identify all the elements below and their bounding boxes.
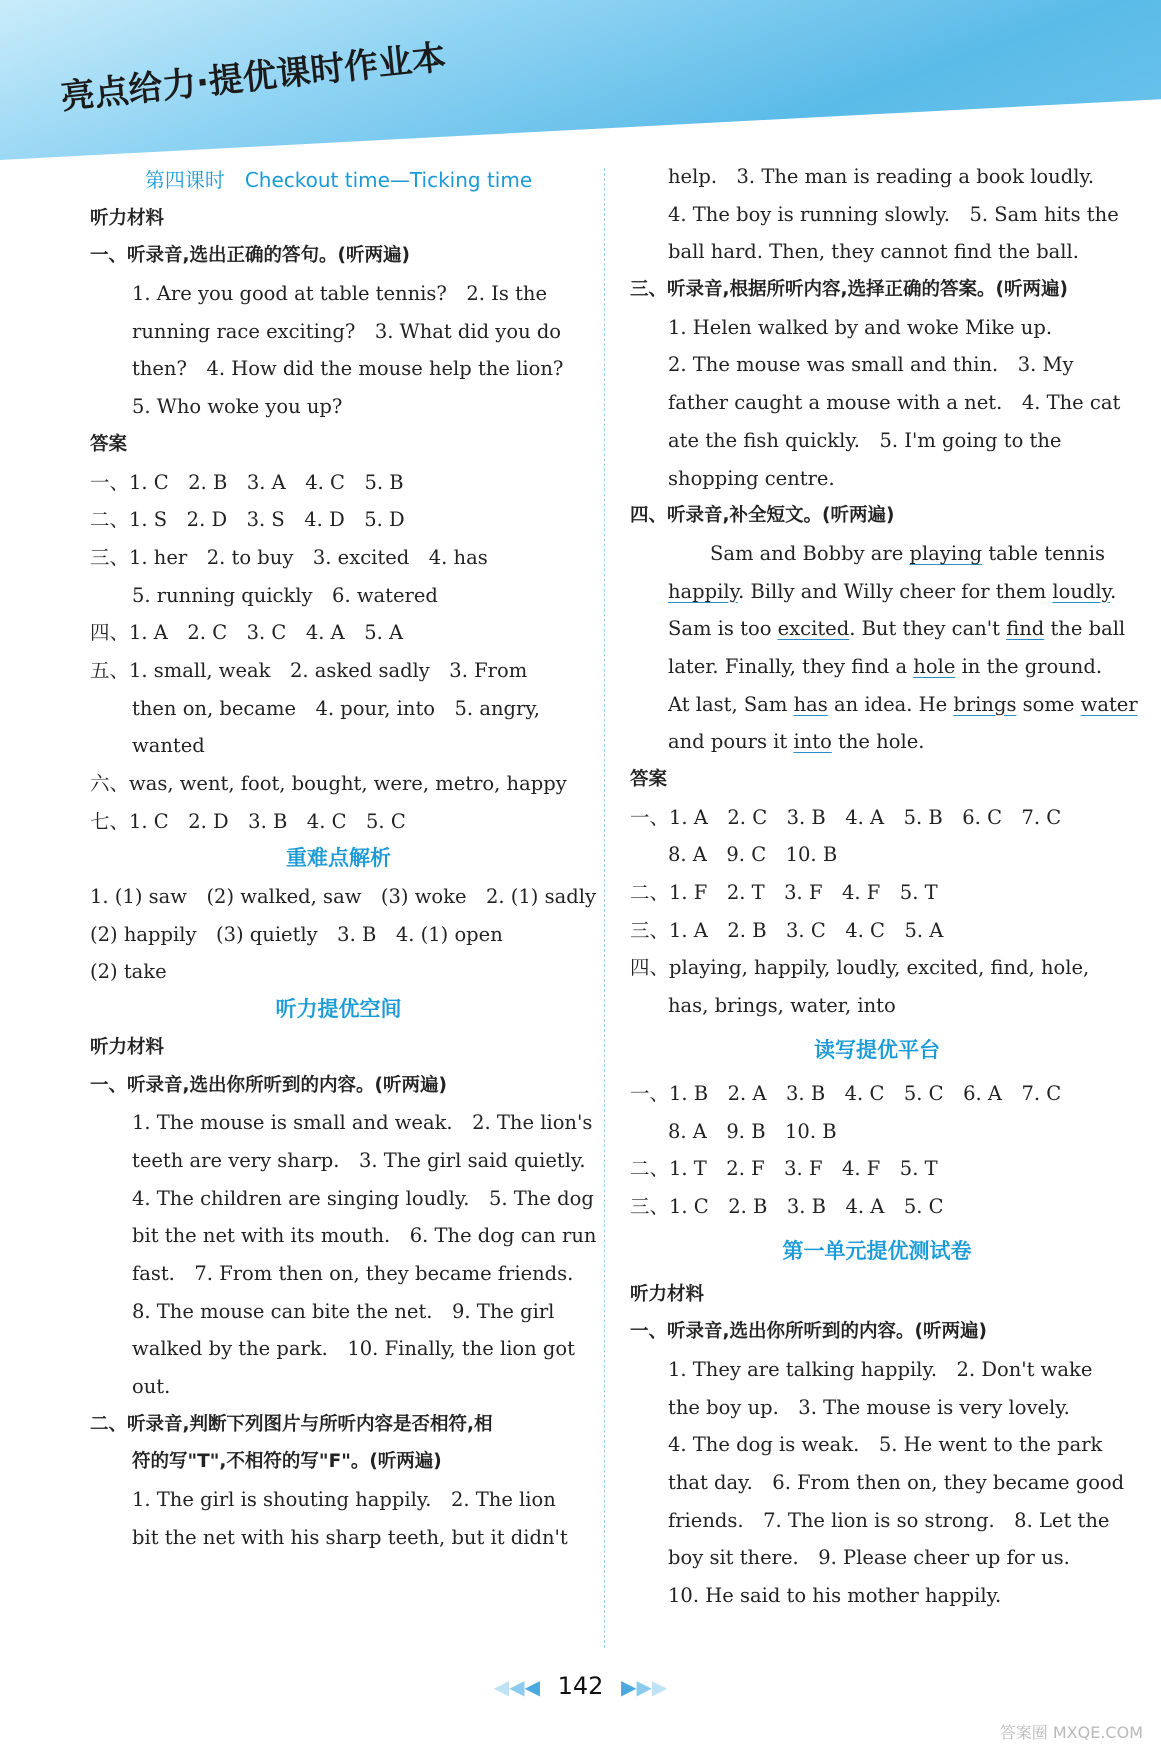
text-line: 1. Are you good at table tennis? 2. Is the <box>132 282 548 306</box>
text-line: 10. He said to his mother happily. <box>668 1584 1002 1608</box>
listening-label: 听力材料 <box>90 1036 165 1058</box>
text-line: ball hard. Then, they cannot find the ball. <box>668 240 1079 264</box>
right-arrow-icon: ▶ <box>636 1675 652 1699</box>
answer-line: 一、1. B 2. A 3. B 4. C 5. C 6. A 7. C <box>630 1081 1062 1105</box>
text-line: bit the net with its mouth. 6. The dog can run <box>132 1224 597 1248</box>
left-arrow-icon: ◀ <box>509 1675 525 1699</box>
text-line: running race exciting? 3. What did you do <box>132 319 562 343</box>
lesson-title: 第四课时 Checkout time—Ticking time <box>144 168 533 192</box>
right-arrow-icon: ▶ <box>651 1675 668 1699</box>
filled-blank: hole <box>913 654 956 678</box>
filled-blank: happily <box>668 579 739 603</box>
question-title: 一、听录音,选出你所听到的内容。(听两遍) <box>90 1074 447 1096</box>
answer-line: 三、1. her 2. to buy 3. excited 4. has <box>90 545 488 569</box>
question-title: 二、听录音,判断下列图片与所听内容是否相符,相 <box>90 1413 493 1435</box>
filled-blank: playing <box>909 541 983 565</box>
text-line: father caught a mouse with a net. 4. The cat <box>668 391 1121 415</box>
filled-blank: brings <box>953 692 1017 716</box>
answer-line: has, brings, water, into <box>668 994 896 1018</box>
text-line: 8. The mouse can bite the net. 9. The girl <box>132 1299 555 1323</box>
answer-line: 五、1. small, weak 2. asked sadly 3. From <box>90 658 528 682</box>
question-title: 一、听录音,选出正确的答句。(听两遍) <box>90 245 410 267</box>
answer-line: 一、1. A 2. C 3. B 4. A 5. B 6. C 7. C <box>630 805 1062 829</box>
question-title: 三、听录音,根据所听内容,选择正确的答案。(听两遍) <box>630 279 1068 301</box>
question-title: 符的写"T",不相符的写"F"。(听两遍) <box>132 1451 442 1473</box>
answer-line: 5. running quickly 6. watered <box>132 583 438 607</box>
passage-line: and pours it into the hole. <box>668 730 925 754</box>
answers-label: 答案 <box>630 769 668 790</box>
question-title: 四、听录音,补全短文。(听两遍) <box>630 505 895 527</box>
answer-line: 四、1. A 2. C 3. C 4. A 5. A <box>90 621 404 645</box>
answer-line: 三、1. C 2. B 3. B 4. A 5. C <box>630 1194 944 1218</box>
section-title-unit-test: 第一单元提优测试卷 <box>782 1238 972 1263</box>
text-line: then? 4. How did the mouse help the lion? <box>132 357 564 381</box>
passage-line: Sam and Bobby are playing table tennis <box>710 541 1105 565</box>
filled-blank: into <box>793 730 832 754</box>
answer-line: 8. A 9. B 10. B <box>668 1119 837 1143</box>
answer-line: 8. A 9. C 10. B <box>668 843 838 867</box>
text-line: help. 3. The man is reading a book loudly. <box>668 165 1095 188</box>
answer-line: 一、1. C 2. B 3. A 4. C 5. B <box>90 470 404 494</box>
answer-line: then on, became 4. pour, into 5. angry, <box>132 696 540 720</box>
text-line: 4. The dog is weak. 5. He went to the park <box>668 1433 1103 1457</box>
left-arrow-icon: ◀ <box>493 1675 510 1699</box>
left-arrow-icon: ◀ <box>524 1675 540 1699</box>
answer-line: 二、1. T 2. F 3. F 4. F 5. T <box>630 1157 938 1181</box>
filled-blank: find <box>1006 617 1045 641</box>
listening-label: 听力材料 <box>630 1283 705 1305</box>
question-title: 一、听录音,选出你所听到的内容。(听两遍) <box>630 1321 987 1343</box>
text-line: that day. 6. From then on, they became good <box>668 1471 1125 1494</box>
text-line: (2) take <box>90 960 167 984</box>
text-line: teeth are very sharp. 3. The girl said quietly. <box>132 1148 586 1172</box>
page-footer <box>0 1666 1161 1706</box>
text-line: the boy up. 3. The mouse is very lovely. <box>668 1395 1070 1419</box>
text-line: 4. The boy is running slowly. 5. Sam hits the <box>668 202 1119 226</box>
page-number: 142 <box>557 1672 604 1700</box>
answer-line: 四、playing, happily, loudly, excited, find, hole, <box>630 956 1090 980</box>
right-column <box>630 158 1138 1615</box>
text-line: 5. Who woke you up? <box>132 395 343 419</box>
left-column <box>90 158 597 1556</box>
watermark: 答案圈 MXQE.COM <box>999 1723 1143 1742</box>
text-line: 2. The mouse was small and thin. 3. My <box>668 353 1074 377</box>
text-line: 1. The girl is shouting happily. 2. The lion <box>132 1488 556 1512</box>
passage-line: happily. Billy and Willy cheer for them loudly. <box>668 579 1117 603</box>
passage-line: At last, Sam has an idea. He brings some water <box>668 692 1138 716</box>
answer-line: 二、1. S 2. D 3. S 4. D 5. D <box>90 508 405 532</box>
column-divider <box>604 168 605 1648</box>
section-title-key-points: 重难点解析 <box>286 846 391 871</box>
text-line: 1. (1) saw (2) walked, saw (3) woke 2. (1) sadly <box>90 885 596 909</box>
answer-line: 二、1. F 2. T 3. F 4. F 5. T <box>630 881 938 905</box>
answers-label: 答案 <box>90 433 128 455</box>
text-line: 4. The children are singing loudly. 5. The dog <box>132 1186 594 1210</box>
series-title: 亮点给力·提优课时作业本 <box>58 37 448 118</box>
answer-line: 三、1. A 2. B 3. C 4. C 5. A <box>630 918 944 942</box>
filled-blank: water <box>1080 692 1138 716</box>
section-title-listening-space: 听力提优空间 <box>275 997 402 1022</box>
answer-line: 六、was, went, foot, bought, were, metro, happy <box>90 772 567 795</box>
text-line: ate the fish quickly. 5. I'm going to the <box>668 428 1062 452</box>
section-title-reading-writing: 读写提优平台 <box>814 1037 940 1062</box>
text-line: shopping centre. <box>668 466 835 490</box>
passage-line: later. Finally, they find a hole in the ground. <box>668 654 1103 678</box>
text-line: 1. The mouse is small and weak. 2. The lion's <box>132 1111 593 1135</box>
text-line: out. <box>132 1375 171 1398</box>
filled-blank: excited <box>777 617 850 641</box>
text-line: boy sit there. 9. Please cheer up for us. <box>668 1546 1070 1570</box>
filled-blank: loudly <box>1052 579 1111 603</box>
text-line: 1. They are talking happily. 2. Don't wake <box>668 1357 1093 1381</box>
text-line: (2) happily (3) quietly 3. B 4. (1) open <box>90 922 503 946</box>
answer-line: wanted <box>132 734 205 758</box>
text-line: bit the net with his sharp teeth, but it didn't <box>132 1525 568 1549</box>
answer-line: 七、1. C 2. D 3. B 4. C 5. C <box>90 809 406 833</box>
filled-blank: has <box>793 692 828 716</box>
text-line: 1. Helen walked by and woke Mike up. <box>668 315 1053 339</box>
listening-label: 听力材料 <box>90 207 165 229</box>
text-line: fast. 7. From then on, they became friends. <box>132 1261 574 1285</box>
text-line: walked by the park. 10. Finally, the lion got <box>132 1337 575 1361</box>
right-arrow-icon: ▶ <box>621 1675 637 1699</box>
passage-line: Sam is too excited. But they can't find the ball <box>668 617 1126 641</box>
text-line: friends. 7. The lion is so strong. 8. Let the <box>668 1508 1110 1532</box>
